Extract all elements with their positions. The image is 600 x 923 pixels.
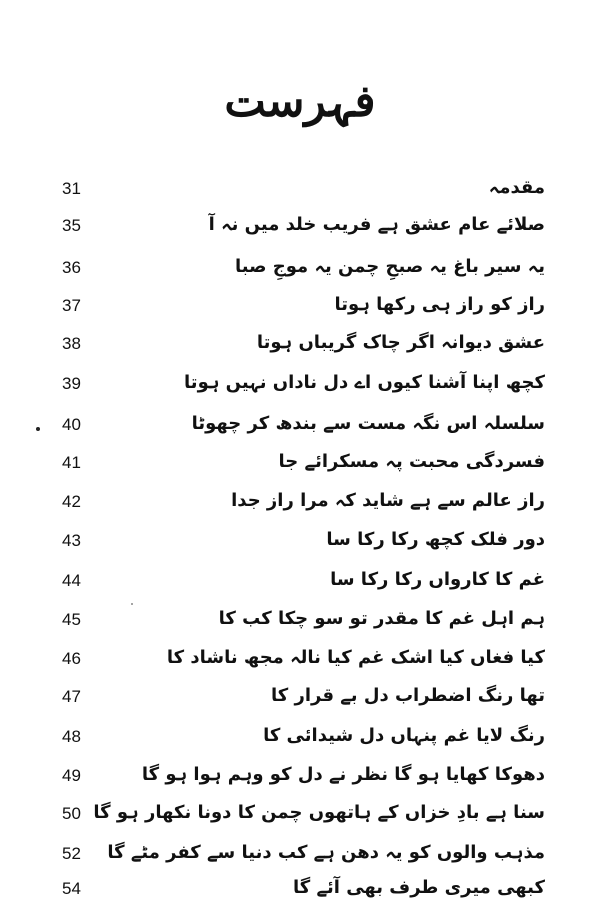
entry-title: تھا رنگ اضطراب دل بے قرار کا: [270, 685, 545, 706]
list-item[interactable]: [0, 680, 600, 716]
list-item[interactable]: [0, 759, 600, 795]
page-number: 46: [62, 649, 81, 668]
entry-title: سنا ہے بادِ خزاں کے ہاتھوں چمن کا دونا نکھار ہو گا: [93, 802, 545, 823]
list-item[interactable]: [0, 408, 600, 444]
page-number: 48: [62, 727, 81, 746]
list-item[interactable]: [0, 367, 600, 403]
entry-title: راز عالم سے ہے شاید کہ مرا راز جدا: [231, 490, 545, 511]
list-item[interactable]: [0, 172, 600, 208]
page-number: 54: [62, 879, 81, 898]
entry-title: صلائے عام عشق ہے فریب خلد میں نہ آ: [208, 214, 545, 235]
page-number: 40: [62, 415, 81, 434]
list-item[interactable]: [0, 564, 600, 600]
list-item[interactable]: [0, 289, 600, 325]
stray-dot: [36, 427, 40, 431]
page-number: 38: [62, 334, 81, 353]
list-item[interactable]: [0, 642, 600, 678]
page-number: 44: [62, 571, 81, 590]
entry-title: فسردگی محبت پہ مسکرائے جا: [278, 451, 545, 472]
list-item[interactable]: [0, 485, 600, 521]
list-item[interactable]: [0, 872, 600, 908]
entry-title: کیا فغاں کیا اشک غم کیا نالہ مجھ ناشاد کا: [166, 647, 545, 668]
page-number: 45: [62, 610, 81, 629]
page-number: 50: [62, 804, 81, 823]
page-number: 42: [62, 492, 81, 511]
page-number: 37: [62, 296, 81, 315]
entry-title: مقدمہ: [488, 177, 545, 198]
page-number: 41: [62, 453, 81, 472]
entry-title: غم کا کارواں رکا رکا سا: [330, 569, 545, 590]
list-item[interactable]: [0, 603, 600, 639]
entry-title: سلسلہ اس نگہ مست سے بندھ کر چھوٹا: [191, 413, 545, 434]
entry-title: مذہب والوں کو یہ دھن ہے کب دنیا سے کفر مٹے گا: [107, 842, 545, 863]
entry-title: عشق دیوانہ اگر چاک گریباں ہوتا: [256, 332, 545, 353]
entry-title: یہ سیر باغ یہ صبحِ چمن یہ موجِ صبا: [235, 256, 545, 277]
entry-title: کبھی میری طرف بھی آئے گا: [292, 877, 545, 898]
stray-dot: [131, 603, 133, 605]
list-item[interactable]: [0, 524, 600, 560]
entry-title: دھوکا کھایا ہو گا نظر نے دل کو وہم ہوا ہو گا: [141, 764, 545, 785]
list-item[interactable]: [0, 797, 600, 833]
page-number: 49: [62, 766, 81, 785]
page-number: 39: [62, 374, 81, 393]
page-number: 36: [62, 258, 81, 277]
list-item[interactable]: [0, 327, 600, 363]
entry-title: دور فلک کچھ رکا رکا سا: [326, 529, 545, 550]
entry-title: ہم اہل غم کا مقدر تو سو چکا کب کا: [218, 608, 545, 629]
list-item[interactable]: [0, 251, 600, 287]
page-number: 31: [62, 179, 81, 198]
page-number: 35: [62, 216, 81, 235]
entry-title: کچھ اپنا آشنا کیوں اے دل ناداں نہیں ہوتا: [184, 372, 545, 393]
entry-title: رنگ لایا غم پنہاں دل شیدائی کا: [263, 725, 545, 746]
list-item[interactable]: [0, 209, 600, 245]
page-number: 52: [62, 844, 81, 863]
table-of-contents: [0, 172, 600, 902]
list-item[interactable]: [0, 720, 600, 756]
entry-title: راز کو راز ہی رکھا ہوتا: [334, 294, 545, 315]
page-number: 43: [62, 531, 81, 550]
list-item[interactable]: [0, 446, 600, 482]
list-item[interactable]: [0, 837, 600, 873]
page-title: فہرست: [224, 76, 376, 127]
page-number: 47: [62, 687, 81, 706]
